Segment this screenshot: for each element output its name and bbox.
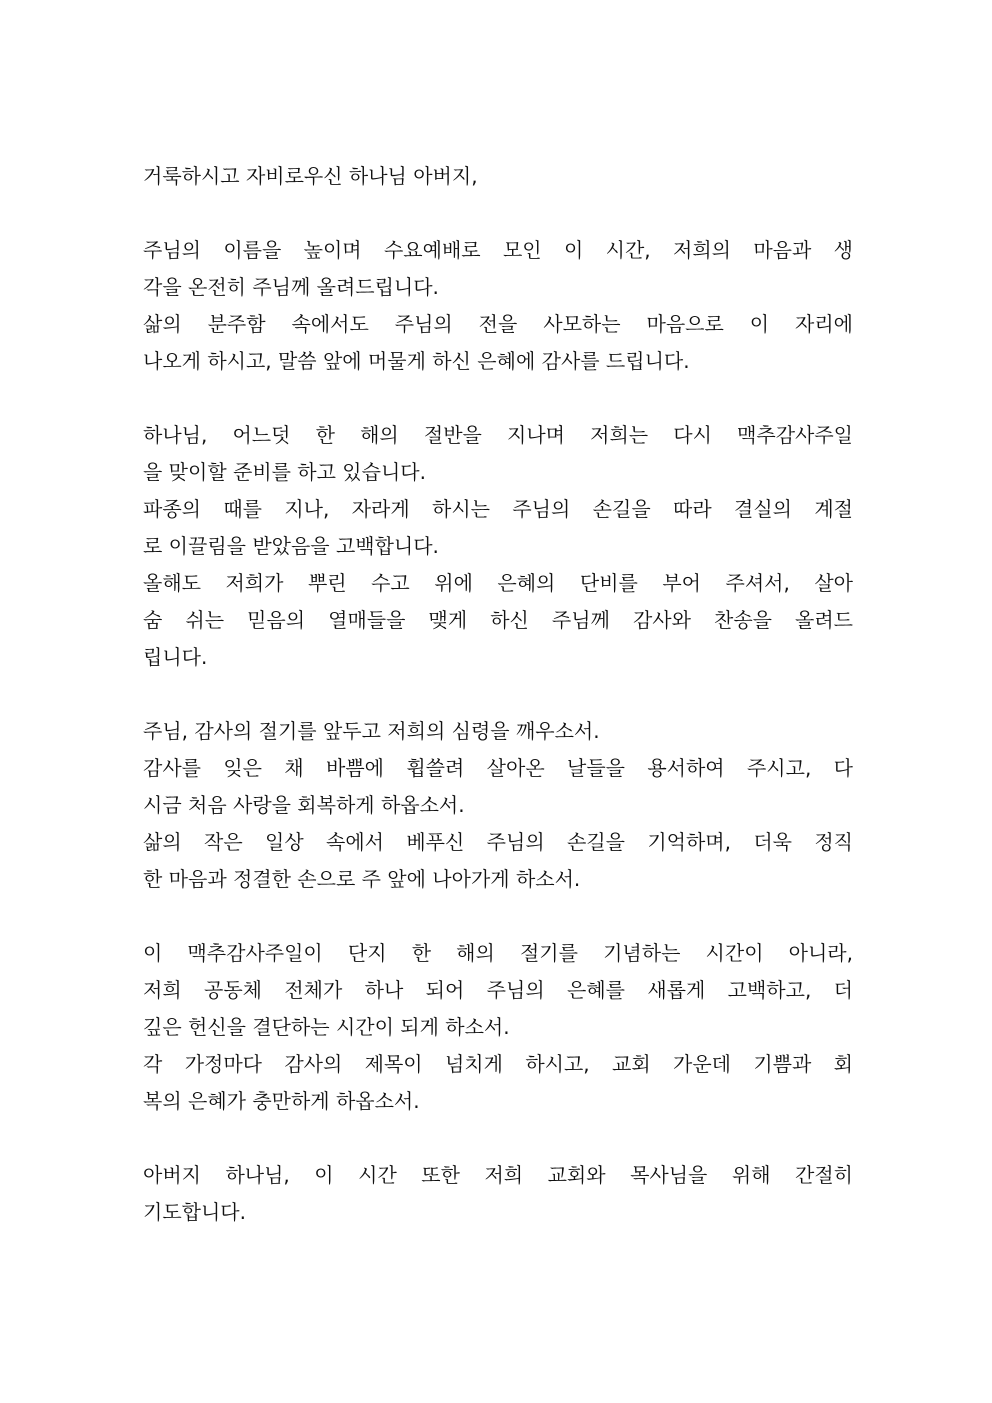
text-line: 아버지 하나님, 이 시간 또한 저희 교회와 목사님을 위해 간절히 — [143, 1163, 853, 1187]
text-line: 삶의 작은 일상 속에서 베푸신 주님의 손길을 기억하며, 더욱 정직 — [143, 830, 853, 854]
text-line: 로 이끌림을 받았음을 고백합니다. — [143, 534, 439, 558]
text-line: 숨 쉬는 믿음의 열매들을 맺게 하신 주님께 감사와 찬송을 올려드 — [143, 608, 853, 632]
text-line: 파종의 때를 지나, 자라게 하시는 주님의 손길을 따라 결실의 계절 — [143, 497, 853, 521]
text-line: 감사를 잊은 채 바쁨에 휩쓸려 살아온 날들을 용서하여 주시고, 다 — [143, 756, 853, 780]
text-line: 한 마음과 정결한 손으로 주 앞에 나아가게 하소서. — [143, 867, 581, 891]
text-line: 각을 온전히 주님께 올려드립니다. — [143, 275, 439, 299]
prayer-text — [143, 158, 853, 1231]
text-line: 주님, 감사의 절기를 앞두고 저희의 심령을 깨우소서. — [143, 719, 600, 743]
text-line: 기도합니다. — [143, 1200, 246, 1224]
paragraph-gap — [143, 380, 853, 417]
paragraph-gap — [143, 195, 853, 232]
text-line: 올해도 저희가 뿌린 수고 위에 은혜의 단비를 부어 주셔서, 살아 — [143, 571, 853, 595]
text-line: 깊은 헌신을 결단하는 시간이 되게 하소서. — [143, 1015, 510, 1039]
text-line: 주님의 이름을 높이며 수요예배로 모인 이 시간, 저희의 마음과 생 — [143, 238, 853, 262]
text-line: 시금 처음 사랑을 회복하게 하옵소서. — [143, 793, 465, 817]
text-line: 이 맥추감사주일이 단지 한 해의 절기를 기념하는 시간이 아니라, — [143, 941, 853, 965]
text-line: 거룩하시고 자비로우신 하나님 아버지, — [143, 164, 478, 188]
text-line: 삶의 분주함 속에서도 주님의 전을 사모하는 마음으로 이 자리에 — [143, 312, 853, 336]
text-line: 을 맞이할 준비를 하고 있습니다. — [143, 460, 426, 484]
paragraph-gap — [143, 898, 853, 935]
text-line: 립니다. — [143, 645, 208, 669]
paragraph-gap — [143, 676, 853, 713]
text-line: 나오게 하시고, 말씀 앞에 머물게 하신 은혜에 감사를 드립니다. — [143, 349, 690, 373]
text-line: 각 가정마다 감사의 제목이 넘치게 하시고, 교회 가운데 기쁨과 회 — [143, 1052, 853, 1076]
text-line: 복의 은혜가 충만하게 하옵소서. — [143, 1089, 420, 1113]
text-line: 저희 공동체 전체가 하나 되어 주님의 은혜를 새롭게 고백하고, 더 — [143, 978, 853, 1002]
text-line: 하나님, 어느덧 한 해의 절반을 지나며 저희는 다시 맥추감사주일 — [143, 423, 853, 447]
paragraph-gap — [143, 1120, 853, 1157]
